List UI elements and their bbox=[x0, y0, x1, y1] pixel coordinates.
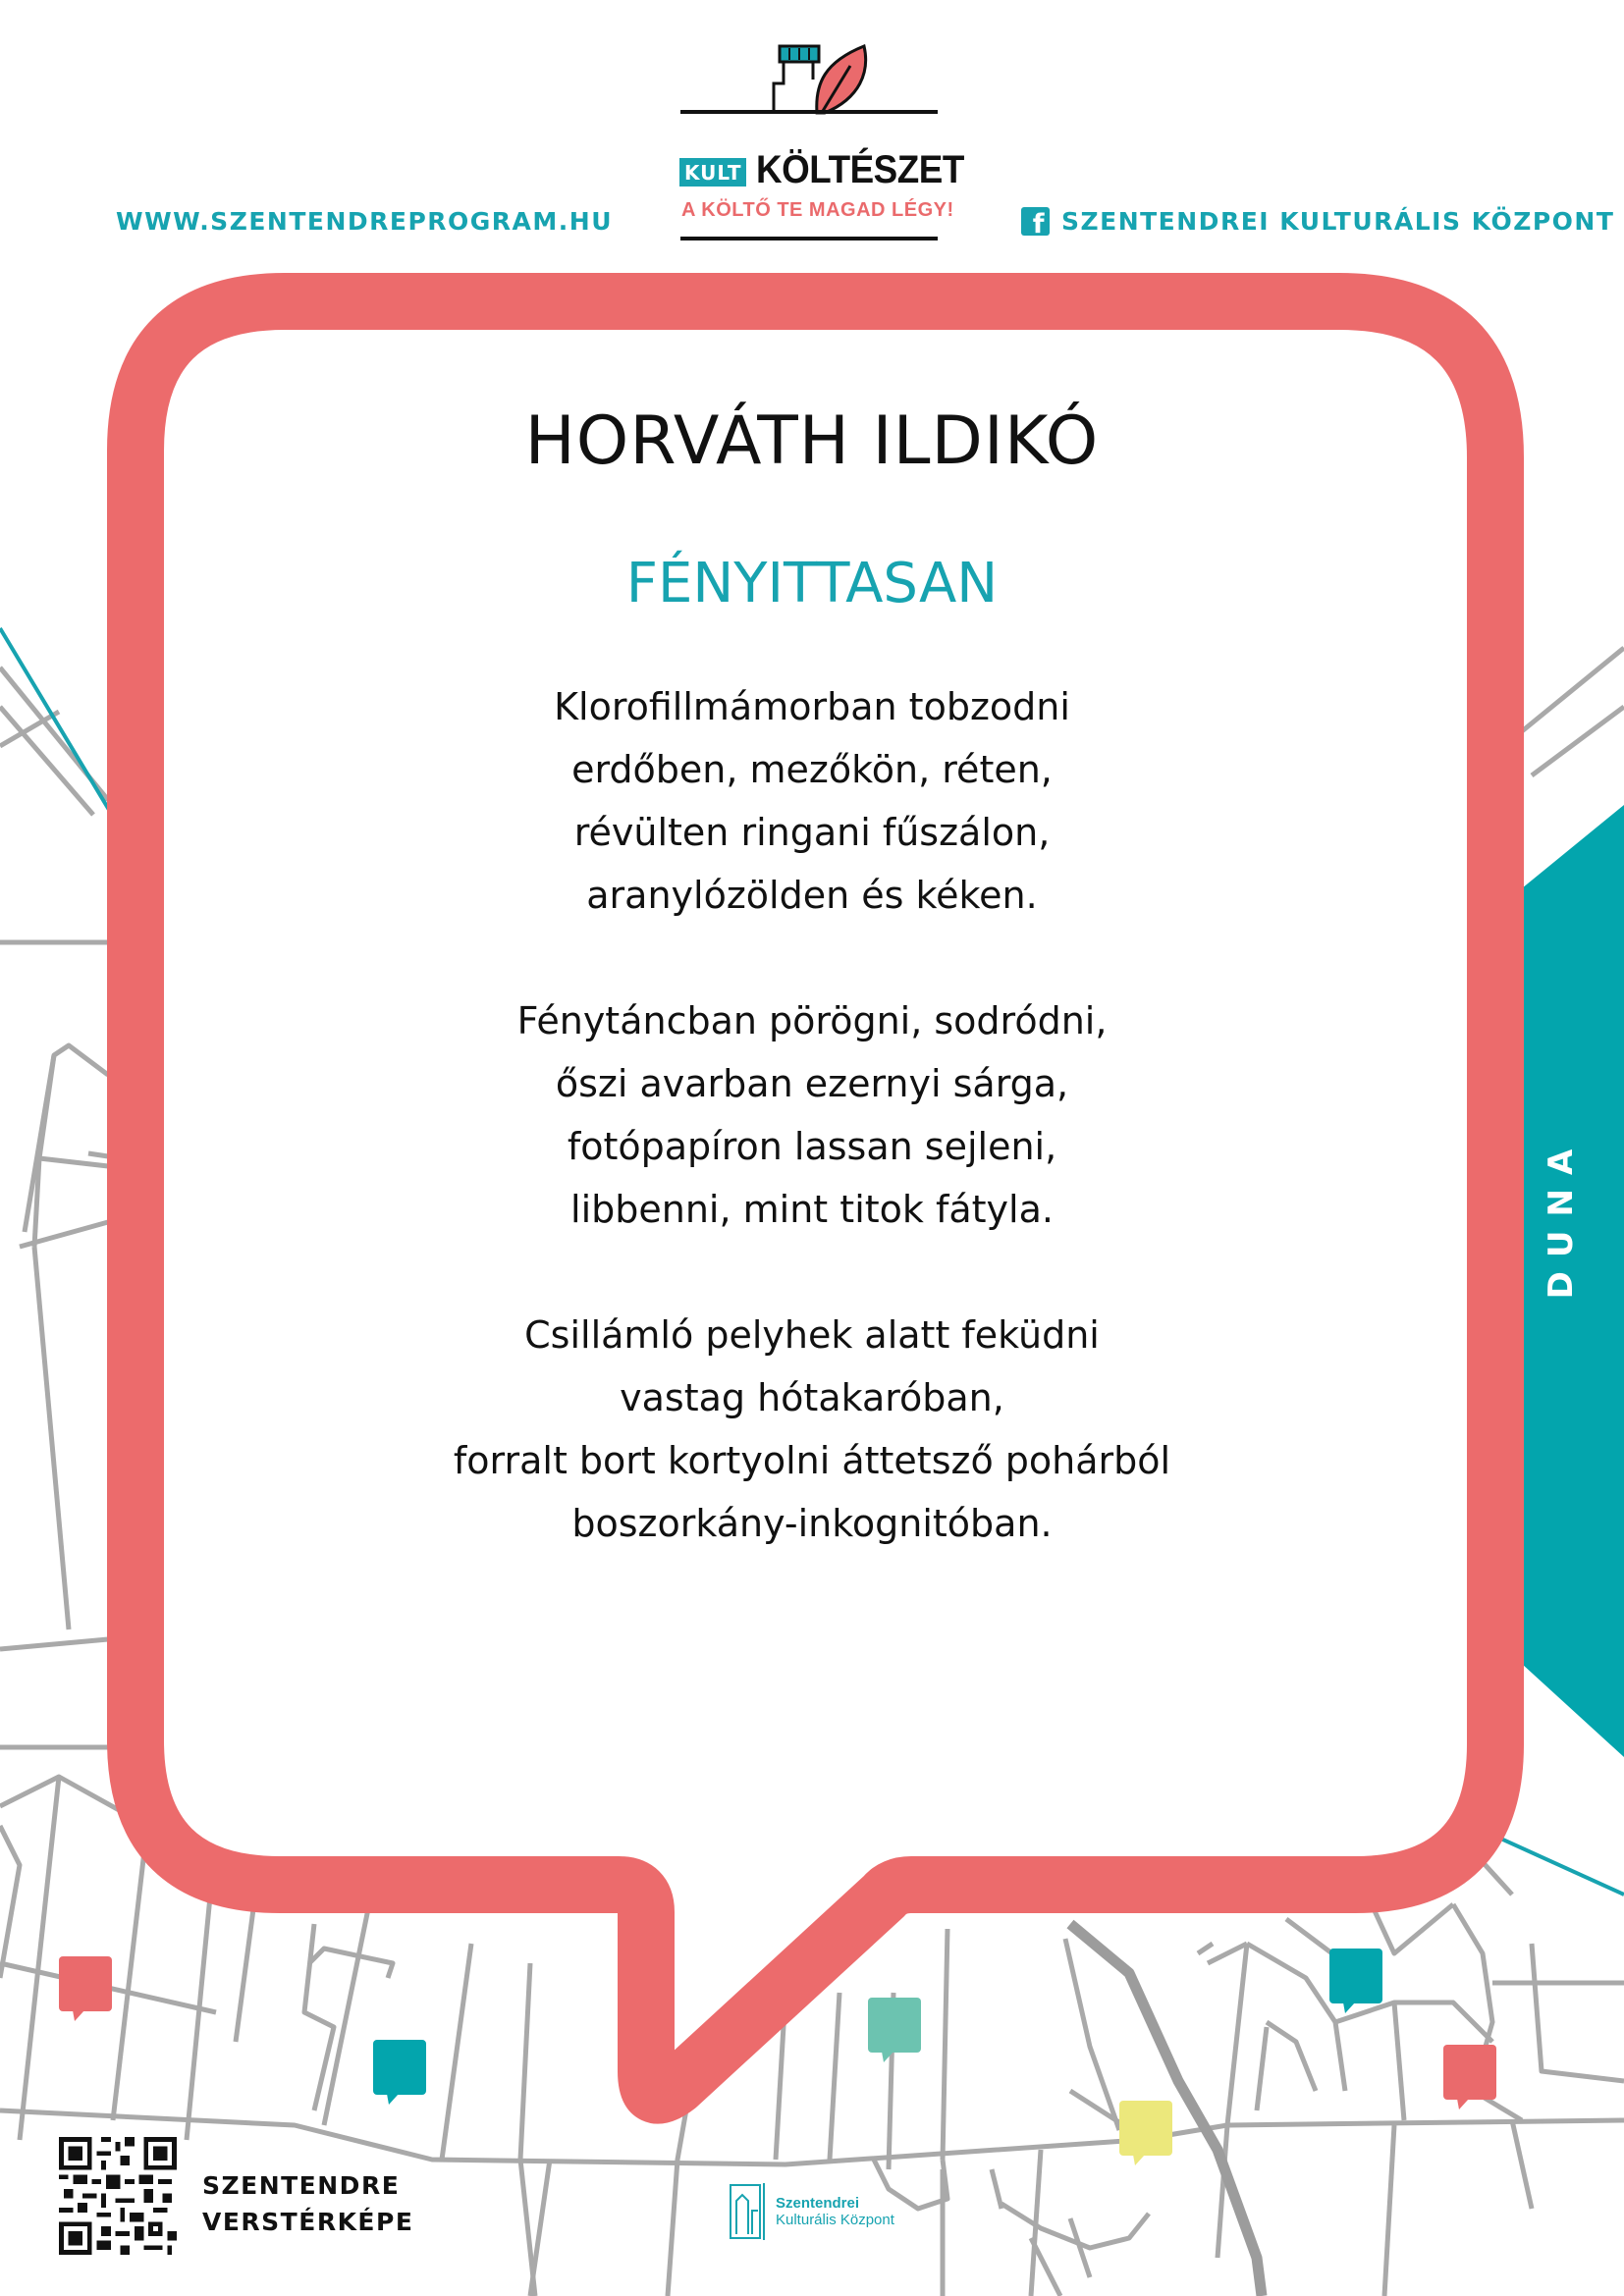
org-building-icon bbox=[729, 2181, 768, 2242]
kult-kolteszet-logo bbox=[677, 39, 964, 245]
map-marker-icon[interactable] bbox=[868, 1998, 921, 2068]
qr-label-line1: SZENTENDRE bbox=[202, 2171, 401, 2200]
logo-kolteszet: KÖLTÉSZET bbox=[756, 148, 964, 191]
poem-line: forralt bort kortyolni áttetsző pohárból bbox=[453, 1439, 1171, 1482]
map-marker-icon[interactable] bbox=[373, 2040, 426, 2110]
facebook-label: SZENTENDREI KULTURÁLIS KÖZPONT bbox=[1061, 207, 1615, 236]
poem-line: libbenni, mint titok fátyla. bbox=[570, 1188, 1054, 1231]
poem-line: fotópapíron lassan sejleni, bbox=[567, 1125, 1057, 1168]
facebook-link[interactable] bbox=[1021, 207, 1615, 240]
org-name-line1: Szentendrei bbox=[776, 2195, 860, 2212]
poem-stanza bbox=[0, 675, 1624, 927]
poem-line: őszi avarban ezernyi sárga, bbox=[555, 1062, 1069, 1105]
poem-body bbox=[0, 675, 1624, 1618]
map-marker-icon[interactable] bbox=[1119, 2101, 1172, 2171]
poet-tower-leaf-icon bbox=[766, 44, 874, 118]
logo-slogan: A KÖLTŐ TE MAGAD LÉGY! bbox=[681, 199, 954, 221]
logo-kult: KULT bbox=[679, 158, 746, 187]
poem-line: boszorkány-inkognitóban. bbox=[571, 1502, 1053, 1545]
org-name bbox=[776, 2195, 894, 2228]
logo-divider bbox=[680, 110, 938, 114]
szentendrei-kulturalis-kozpont-logo bbox=[729, 2181, 894, 2242]
poem-line: Fénytáncban pörögni, sodródni, bbox=[516, 999, 1108, 1042]
poem-line: révülten ringani fűszálon, bbox=[573, 811, 1051, 854]
logo-divider bbox=[680, 237, 938, 240]
poem-line: erdőben, mezőkön, réten, bbox=[571, 748, 1053, 791]
qr-label-line2: VERSTÉRKÉPE bbox=[202, 2208, 414, 2236]
org-name-line2: Kulturális Központ bbox=[776, 2212, 894, 2228]
facebook-icon: f bbox=[1021, 207, 1050, 236]
qr-label bbox=[202, 2167, 413, 2240]
poem-stanza bbox=[0, 989, 1624, 1241]
poem-line: Klorofillmámorban tobzodni bbox=[554, 685, 1070, 728]
map-marker-icon[interactable] bbox=[59, 1956, 112, 2027]
qr-code[interactable] bbox=[59, 2137, 177, 2255]
map-marker-icon[interactable] bbox=[1443, 2045, 1496, 2115]
poem-title: FÉNYITTASAN bbox=[625, 552, 999, 615]
river-label-text: DUNA bbox=[1542, 1135, 1581, 1300]
website-link[interactable]: WWW.SZENTENDREPROGRAM.HU bbox=[116, 207, 613, 236]
poem-line: Csillámló pelyhek alatt feküdni bbox=[524, 1313, 1100, 1357]
poem-line: vastag hótakaróban, bbox=[620, 1376, 1004, 1419]
poem-line: aranylózölden és kéken. bbox=[586, 874, 1038, 917]
poet-name: HORVÁTH ILDIKÓ bbox=[524, 402, 1100, 480]
map-marker-icon[interactable] bbox=[1329, 1949, 1382, 2019]
poem-stanza bbox=[0, 1304, 1624, 1555]
